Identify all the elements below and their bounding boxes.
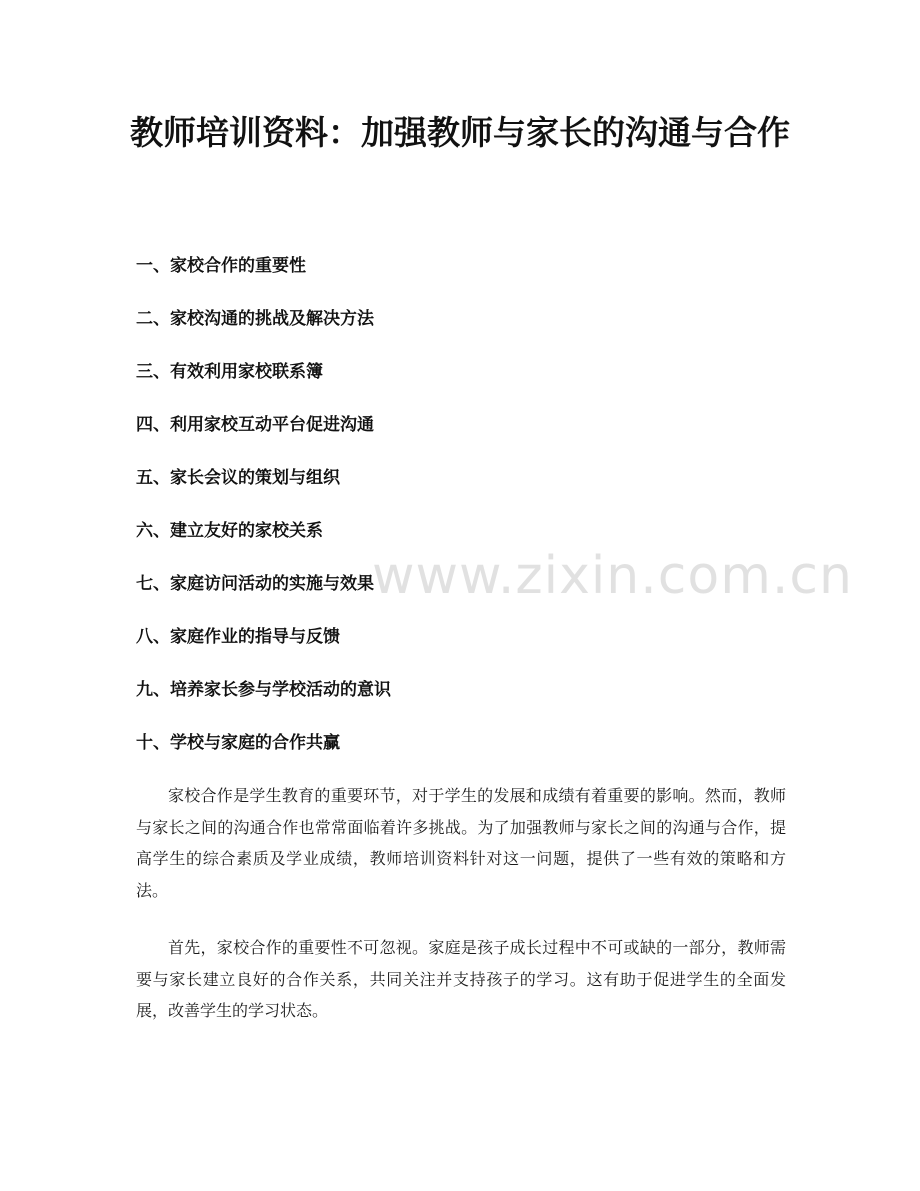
toc-item: 七、家庭访问活动的实施与效果 [136, 574, 374, 594]
toc-item: 四、利用家校互动平台促进沟通 [136, 415, 374, 435]
toc-item: 五、家长会议的策划与组织 [136, 468, 340, 488]
toc-item: 六、建立友好的家校关系 [136, 521, 323, 541]
toc-item: 一、家校合作的重要性 [136, 256, 306, 276]
toc-item: 二、家校沟通的挑战及解决方法 [136, 309, 374, 329]
body-paragraph-1: 家校合作是学生教育的重要环节，对于学生的发展和成绩有着重要的影响。然而，教师与家长之间的沟通合作也常常面临着许多挑战。为了加强教师与家长之间的沟通与合作，提高学生的综合素质及学业成绩，教师培训资料针对这一问题，提供了一些有效的策略和方法。 [136, 786, 786, 900]
table-of-contents [136, 252, 796, 782]
document-title: 教师培训资料：加强教师与家长的沟通与合作 [130, 113, 790, 152]
toc-item: 八、家庭作业的指导与反馈 [136, 627, 340, 647]
toc-item: 九、培养家长参与学校活动的意识 [136, 680, 391, 700]
toc-item: 三、有效利用家校联系簿 [136, 362, 323, 382]
watermark-text: www.zixin.com.cn [372, 546, 853, 606]
toc-item: 十、学校与家庭的合作共赢 [136, 733, 340, 753]
body-paragraph-2: 首先，家校合作的重要性不可忽视。家庭是孩子成长过程中不可或缺的一部分，教师需要与家长建立良好的合作关系，共同关注并支持孩子的学习。这有助于促进学生的全面发展，改善学生的学习状态。 [136, 938, 786, 1020]
